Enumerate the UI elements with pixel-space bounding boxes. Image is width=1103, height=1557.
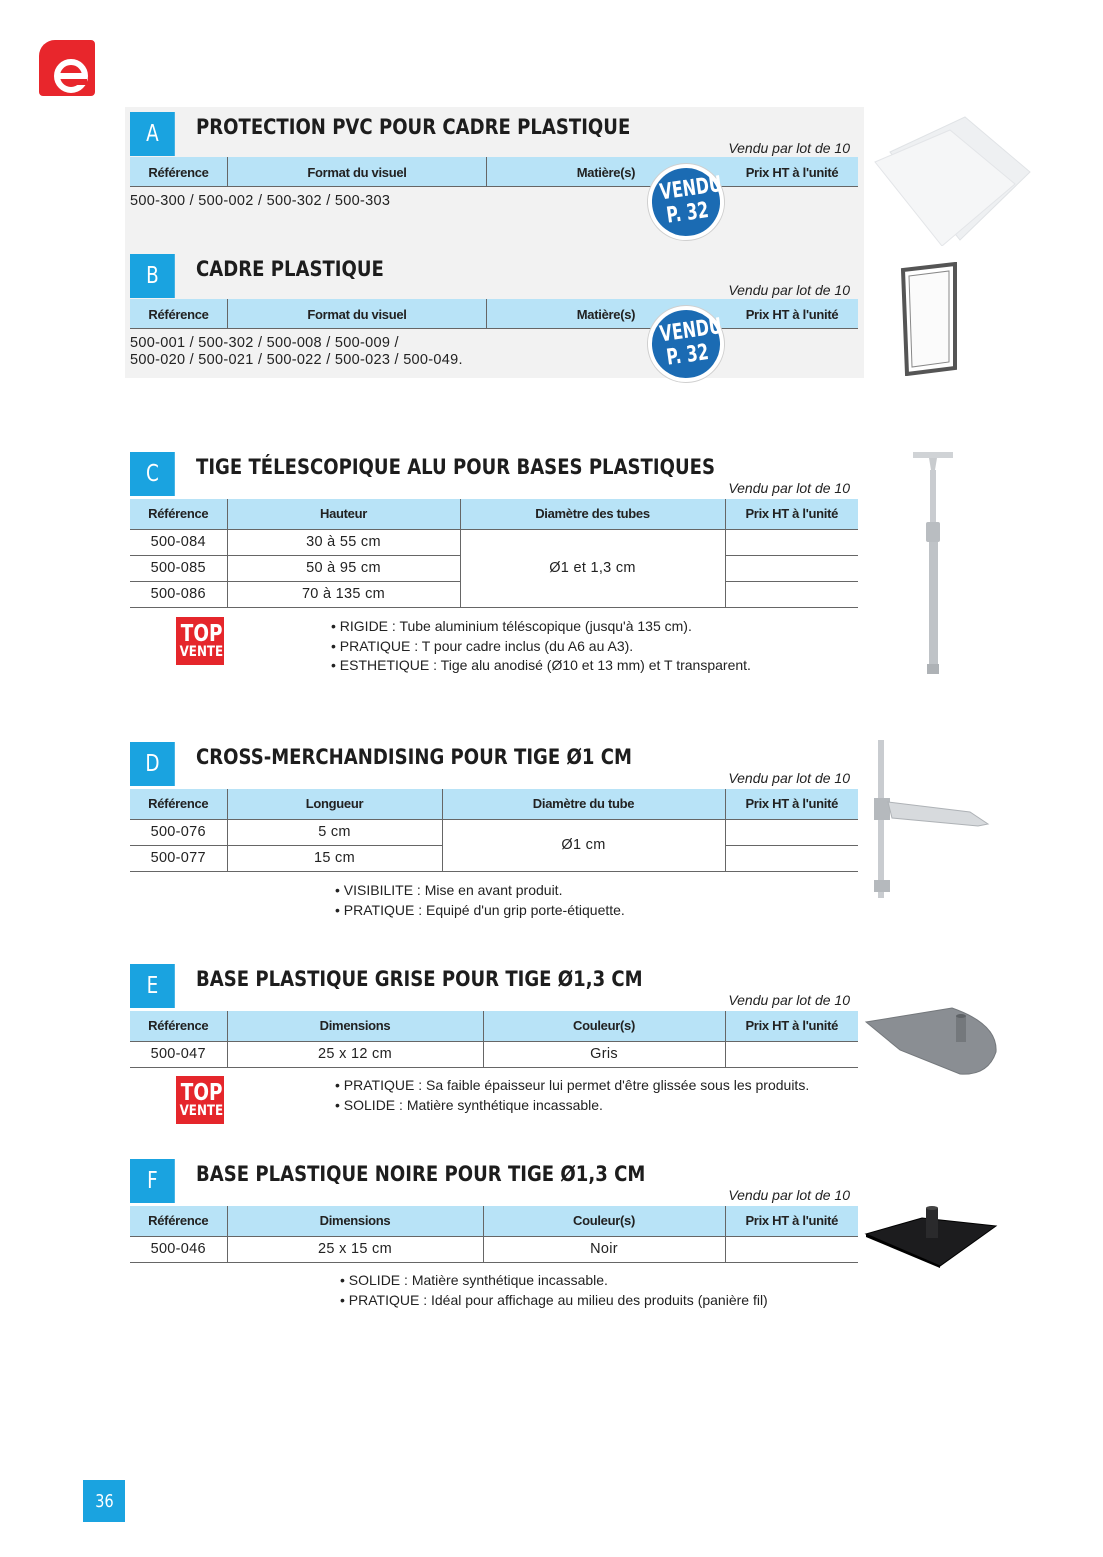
col-format: Format du visuel [307, 164, 407, 180]
feature-item: • ESTHETIQUE : Tige alu anodisé (Ø10 et 13 mm) et T transparent. [331, 657, 751, 673]
merged-diameter: Ø1 et 1,3 cm [460, 529, 725, 607]
col-hauteur: Hauteur [227, 499, 460, 529]
section-letter: D [130, 742, 175, 786]
col-prix: Prix HT à l'unité [725, 499, 858, 529]
section-letter: B [130, 254, 175, 298]
table-row: 500-086 70 à 135 cm [130, 581, 858, 607]
section-letter: F [130, 1159, 175, 1203]
col-reference: Référence [148, 164, 209, 180]
reference-list: 500-300 / 500-002 / 500-302 / 500-303 [130, 193, 391, 209]
feature-list [340, 1271, 768, 1310]
feature-item: • PRATIQUE : T pour cadre inclus (du A6 au A3). [331, 637, 634, 654]
lot-note: Vendu par lot de 10 [728, 1187, 850, 1203]
col-reference: Référence [130, 499, 227, 529]
plastic-frame-image [897, 262, 959, 376]
feature-item: • SOLIDE : Matière synthétique incassable. [340, 1272, 608, 1288]
table-row: 500-047 25 x 12 cm Gris [130, 1041, 858, 1067]
table-row: 500-084 30 à 55 cm Ø1 et 1,3 cm [130, 529, 858, 555]
section-letter: A [130, 112, 175, 156]
col-matiere: Matière(s) [576, 306, 636, 322]
vendu-badge: VENDU P. 32 [643, 159, 729, 245]
col-prix: Prix HT à l'unité [725, 1011, 858, 1041]
section-title: BASE PLASTIQUE NOIRE POUR TIGE Ø1,3 CM [196, 1162, 646, 1186]
section-title: CADRE PLASTIQUE [196, 257, 384, 281]
col-longueur: Longueur [227, 789, 442, 819]
lot-note: Vendu par lot de 10 [728, 140, 850, 156]
col-reference: Référence [130, 789, 227, 819]
section-title: PROTECTION PVC POUR CADRE PLASTIQUE [196, 115, 631, 139]
top-vente-badge: TOP VENTE [176, 617, 224, 665]
black-base-image [864, 1204, 1000, 1270]
feature-list [335, 881, 625, 920]
col-reference: Référence [148, 306, 209, 322]
merged-diameter: Ø1 cm [442, 819, 725, 871]
feature-item: • PRATIQUE : Equipé d'un grip porte-étiquette. [335, 901, 625, 918]
col-dimensions: Dimensions [227, 1206, 483, 1236]
section-title: BASE PLASTIQUE GRISE POUR TIGE Ø1,3 CM [196, 967, 643, 991]
table-header [130, 157, 858, 187]
col-prix: Prix HT à l'unité [745, 164, 839, 180]
spec-table [130, 499, 858, 608]
feature-item: • PRATIQUE : Idéal pour affichage au milieu des produits (panière fil) [340, 1291, 768, 1308]
col-prix: Prix HT à l'unité [745, 306, 839, 322]
lot-note: Vendu par lot de 10 [728, 992, 850, 1008]
vendu-badge: VENDU P. 32 [643, 301, 729, 387]
col-reference: Référence [130, 1206, 227, 1236]
col-matiere: Matière(s) [576, 164, 636, 180]
col-prix: Prix HT à l'unité [725, 1206, 858, 1236]
section-title: CROSS-MERCHANDISING POUR TIGE Ø1 CM [196, 745, 632, 769]
col-prix: Prix HT à l'unité [725, 789, 858, 819]
table-row: 500-076 5 cm Ø1 cm [130, 819, 858, 845]
col-couleur: Couleur(s) [483, 1011, 725, 1041]
table-row: 500-046 25 x 15 cm Noir [130, 1236, 858, 1262]
pvc-sheets-image [870, 112, 1040, 246]
feature-item: • VISIBILITE : Mise en avant produit. [335, 882, 563, 898]
section-letter: E [130, 964, 175, 1008]
reference-list: 500-001 / 500-302 / 500-008 / 500-009 / 500-020 / 500-021 / 500-022 / 500-023 / 500-049. [130, 335, 463, 368]
table-row: 500-077 15 cm [130, 845, 858, 871]
col-format: Format du visuel [307, 306, 407, 322]
feature-item: • SOLIDE : Matière synthétique incassable. [335, 1096, 603, 1113]
lot-note: Vendu par lot de 10 [728, 282, 850, 298]
section-letter: C [130, 452, 175, 496]
page-number: 36 [83, 1480, 125, 1522]
col-reference: Référence [130, 1011, 227, 1041]
section-title: TIGE TÉLESCOPIQUE ALU POUR BASES PLASTIQUES [196, 455, 715, 479]
table-row: 500-085 50 à 95 cm [130, 555, 858, 581]
feature-item: • RIGIDE : Tube aluminium téléscopique (jusqu'à 135 cm). [331, 618, 692, 634]
spec-table [130, 789, 858, 872]
brand-logo [39, 40, 95, 96]
col-diametre: Diamètre du tube [442, 789, 725, 819]
table-header [130, 299, 858, 329]
lot-note: Vendu par lot de 10 [728, 480, 850, 496]
feature-item: • PRATIQUE : Sa faible épaisseur lui permet d'être glissée sous les produits. [335, 1077, 810, 1093]
spec-table [130, 1206, 858, 1263]
lot-note: Vendu par lot de 10 [728, 770, 850, 786]
spec-table [130, 1011, 858, 1068]
feature-list [331, 617, 751, 676]
col-dimensions: Dimensions [227, 1011, 483, 1041]
top-vente-badge: TOP VENTE [176, 1076, 224, 1124]
col-couleur: Couleur(s) [483, 1206, 725, 1236]
col-diametre: Diamètre des tubes [460, 499, 725, 529]
telescopic-rod-image [905, 450, 961, 676]
cross-merchandising-image [870, 740, 996, 898]
gray-base-image [864, 1004, 1000, 1076]
logo-e-icon [39, 40, 95, 96]
feature-list [335, 1076, 809, 1115]
